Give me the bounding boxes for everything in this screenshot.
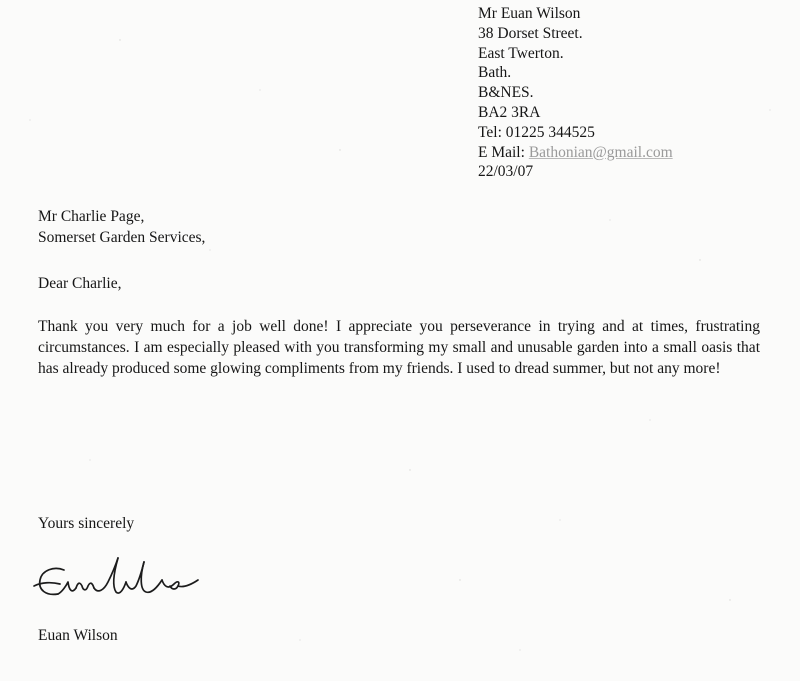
letter-date: 22/03/07 (478, 163, 534, 181)
sender-city: Bath. (478, 64, 512, 82)
recipient-address-block (38, 206, 205, 248)
sender-street: 38 Dorset Street. (478, 24, 583, 42)
sender-region: B&NES. (478, 84, 534, 102)
sender-postcode: BA2 3RA (478, 103, 541, 121)
sender-email-link[interactable]: Bathonian@gmail.com (528, 143, 673, 161)
recipient-name: Mr Charlie Page, (38, 208, 145, 225)
closing-phrase: Yours sincerely (38, 515, 135, 532)
sender-email-label: E Mail: (478, 143, 529, 161)
sender-name: Mr Euan Wilson (478, 5, 581, 22)
letter-body-paragraph: Thank you very much for a job well done! I appreciate you perseverance in trying and at times, frustrating circumstances. I am especially pleased with you transforming my small and unusable garden into a small oasis that has already produced some glowing compliments from my friends. I used to dread summer, but not any more! (38, 318, 760, 378)
signer-name: Euan Wilson (38, 627, 118, 644)
salutation: Dear Charlie, (38, 275, 122, 292)
sender-address-block (478, 4, 673, 182)
sender-area: East Twerton. (478, 44, 564, 62)
recipient-company: Somerset Garden Services, (38, 229, 206, 246)
sender-email-line (478, 143, 673, 163)
handwritten-signature (28, 552, 218, 624)
sender-telephone: Tel: 01225 344525 (478, 123, 595, 141)
